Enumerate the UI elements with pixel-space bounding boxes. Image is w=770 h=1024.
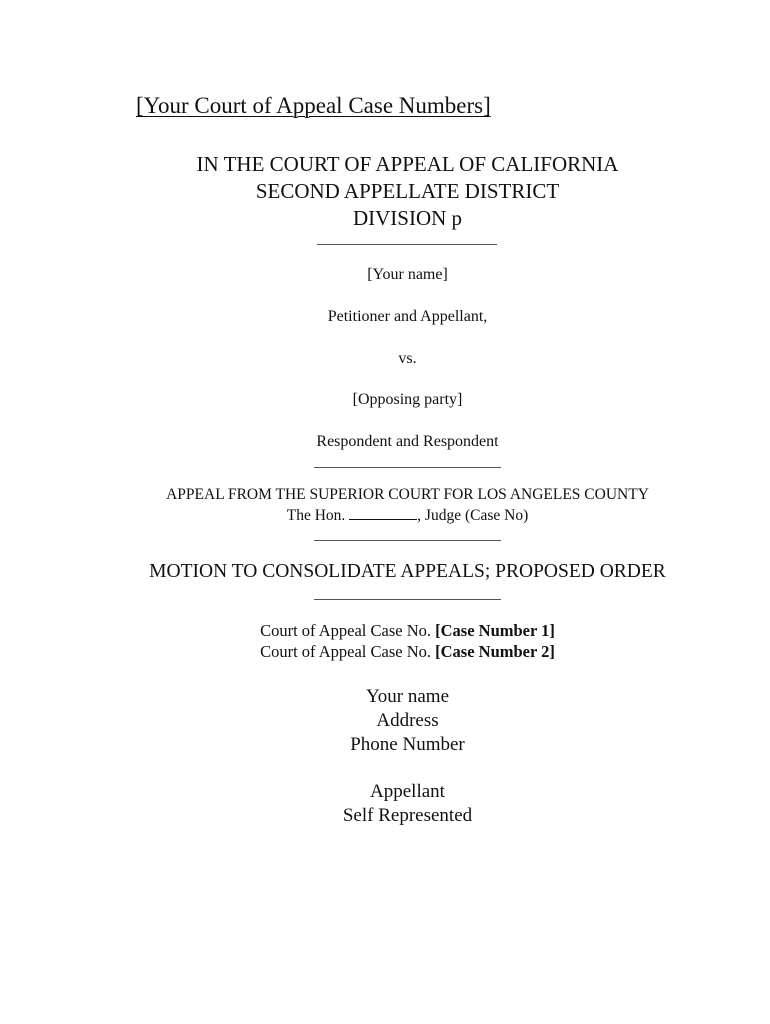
court-caption	[0, 151, 770, 232]
respondent-role: Respondent and Respondent	[316, 433, 499, 450]
signature-block	[0, 780, 770, 828]
contact-phone: Phone Number	[350, 734, 465, 755]
contact-name: Your name	[365, 686, 450, 707]
signature-representation: Self Represented	[342, 805, 473, 826]
divider-rule	[314, 540, 501, 541]
contact-address: Address	[376, 710, 439, 731]
case-reference-label: Court of Appeal Case No.	[260, 621, 432, 640]
motion-title: MOTION TO CONSOLIDATE APPEALS; PROPOSED ORDER	[149, 561, 666, 582]
case-reference-value: [Case Number 1]	[435, 621, 555, 640]
contact-block	[0, 685, 770, 757]
case-reference-line	[0, 641, 770, 662]
case-reference-label: Court of Appeal Case No.	[260, 642, 432, 661]
divider-rule	[314, 467, 501, 468]
court-name-line: IN THE COURT OF APPEAL OF CALIFORNIA	[196, 152, 619, 176]
petitioner-name: [Your name]	[367, 266, 448, 283]
respondent-name: [Opposing party]	[352, 391, 463, 408]
case-reference-value: [Case Number 2]	[435, 642, 555, 661]
division-line: DIVISION p	[352, 206, 463, 230]
case-numbers-heading: [Your Court of Appeal Case Numbers]	[136, 93, 491, 118]
appeal-from-line: APPEAL FROM THE SUPERIOR COURT FOR LOS ANGELES COUNTY	[166, 486, 649, 503]
case-reference-line	[0, 620, 770, 641]
versus-text: vs.	[398, 350, 417, 367]
petitioner-role: Petitioner and Appellant,	[327, 308, 488, 325]
judge-prefix: The Hon.	[286, 507, 346, 524]
divider-rule	[317, 244, 497, 245]
judge-suffix: , Judge (Case No)	[417, 507, 529, 524]
signature-role: Appellant	[370, 781, 445, 802]
judge-line	[0, 507, 770, 525]
case-references	[0, 620, 770, 662]
district-line: SECOND APPELLATE DISTRICT	[255, 179, 560, 203]
divider-rule	[314, 599, 501, 600]
judge-name-blank	[349, 507, 417, 520]
